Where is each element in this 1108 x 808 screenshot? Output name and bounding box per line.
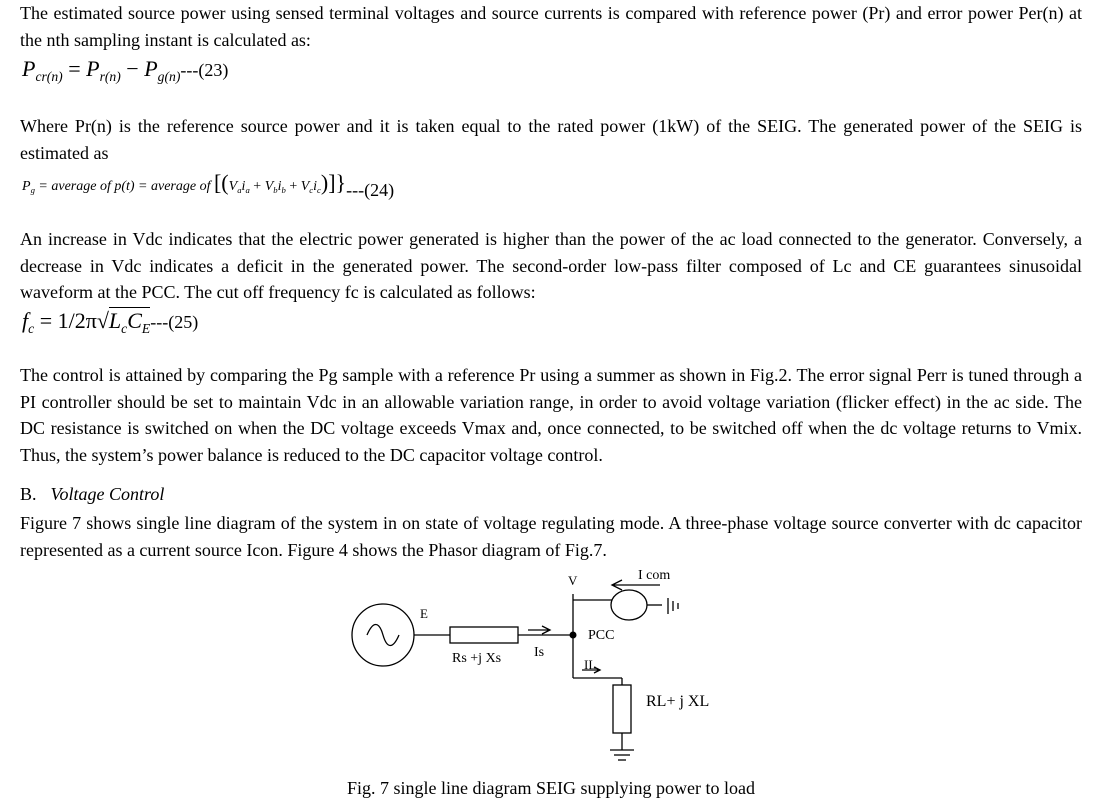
section-letter: B. [20,484,37,504]
eq23-term2: P [144,56,158,81]
eq25-equals-one: = 1 [34,308,69,333]
eq24-va: V [228,179,238,194]
label-rs: Rs +j Xs [452,651,502,666]
paragraph-4: The control is attained by comparing the Pg sample with a reference Pr using a summer as shown in Fig.2. The error signal Perr is tuned through a PI controller should be set to maintain Vdc in an allowable variation range, in order to avoid voltage variation (flicker effect) in the ac side. The DC resistance is switched on when the DC voltage exceeds Vmax and, once connected, to be switched off when the dc voltage returns to Vmix. Thus, the system’s power balance is reduced to the DC capacitor voltage control. [20,365,1082,465]
sine-wave-icon [367,625,399,646]
eq25-lhs: f [22,308,29,333]
equation-23 [22,56,228,85]
equation-25 [22,308,198,337]
eq24-va-sub: a [237,185,242,196]
label-icom: I com [638,568,671,583]
eq24-ib-sub: b [281,185,286,196]
eq24-open-bracket: [( [213,170,229,195]
eq25-ce-sub: E [141,320,151,336]
section-heading [20,484,164,505]
label-load: RL+ j XL [646,693,710,710]
eq24-close-bracket: )]} [320,170,347,195]
eq25-lhs-sub: c [28,320,35,336]
eq24-vc: V [300,179,310,194]
paragraph-3: An increase in Vdc indicates that the electric power generated is higher than the power of the ac load connected to the generator. Conversely, a decrease in Vdc indicates a deficit in the generated power. The second-order low-pass filter composed of Lc and CE guarantees sinusoidal waveform at the PCC. The cut off frequency fc is calculated as follows: [20,229,1082,302]
eq24-plus-1: + [249,179,265,194]
eq23-minus: − [120,56,145,81]
eq25-lc-sub: c [121,320,128,336]
eq23-term1: P [86,56,100,81]
eq24-plus-2: + [285,179,301,194]
eq24-number: ---(24) [346,180,395,200]
eq24-lhs-sub: g [30,185,35,196]
eq24-ia: i [241,179,246,194]
eq25-slash: / [68,308,75,333]
label-il: IL [584,657,597,672]
equation-24 [22,170,395,200]
eq24-vc-sub: c [309,185,314,196]
compensator-source [611,590,647,620]
eq24-ib: i [277,179,282,194]
eq25-lc: L [108,308,122,333]
eq25-number: ---(25) [150,312,199,332]
eq23-number: ---(23) [180,60,229,80]
eq24-ic: i [313,179,318,194]
eq25-two-pi: 2π [74,308,97,333]
eq23-term1-sub: r(n) [99,68,121,84]
label-is: Is [534,645,545,660]
is-arrow-icon [528,626,550,634]
source-impedance [450,627,518,643]
label-v: V [568,573,578,588]
load-impedance [613,685,631,733]
paragraph-2: Where Pr(n) is the reference source power and it is taken equal to the rated power (1kW) of the SEIG. The generated power of the SEIG is estimated as [20,116,1082,163]
eq23-equals: = [62,56,87,81]
eq24-ic-sub: c [317,185,321,196]
single-line-diagram [340,560,780,775]
eq25-sqrt: $√L_cC_E$ [96,308,151,336]
section-title: Voltage Control [50,484,165,504]
eq23-lhs: P [22,56,36,81]
eq25-ce: C [127,308,142,333]
paragraph-5: Figure 7 shows single line diagram of the system in on state of voltage regulating mode. A three-phase voltage source converter with dc capacitor represented as a current source Icon. Figure 4 shows the Phasor diagram of Fig.7. [20,513,1082,560]
eq24-vb: V [264,179,274,194]
pcc-node [570,632,577,639]
paragraph-1: The estimated source power using sensed terminal voltages and source currents is compared with reference power (Pr) and error power Per(n) at the nth sampling instant is calculated as: [20,3,1082,50]
figure-caption: Fig. 7 single line diagram SEIG supplying power to load [347,778,755,798]
eq23-term2-sub: g(n) [157,68,181,84]
eq23-lhs-sub: cr(n) [35,68,63,84]
label-pcc: PCC [588,628,615,643]
eq24-vb-sub: b [273,185,278,196]
eq24-lhs: P [22,179,31,194]
eq24-ia-sub: a [245,185,250,196]
label-e: E [420,606,428,621]
eq24-body: = average of p(t) = average of [34,179,214,194]
